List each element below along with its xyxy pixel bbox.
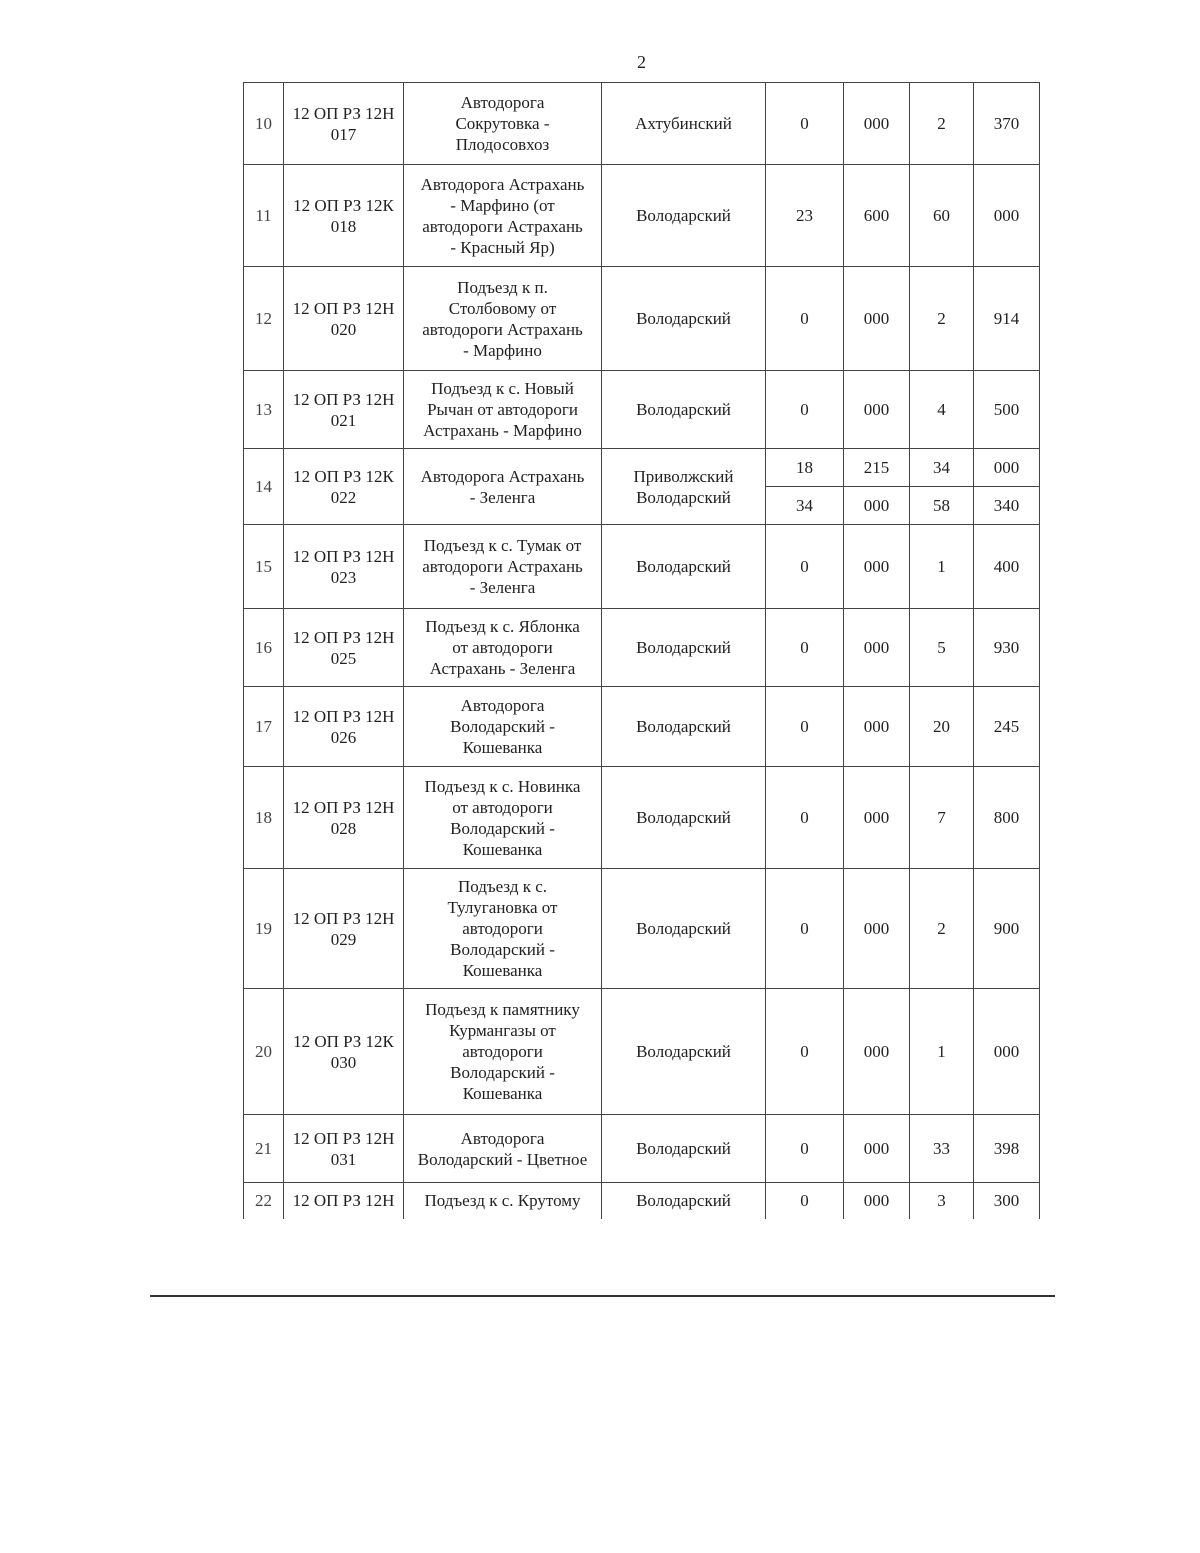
start-m [844, 869, 910, 989]
row-number-line: 10 [255, 114, 272, 133]
road-name-line: Володарский - Цветное [417, 1149, 588, 1169]
road-code [284, 869, 404, 989]
end-m-line: 800 [993, 808, 1020, 827]
road-code-line: 12 ОП РЗ 12Н [292, 103, 395, 123]
district [602, 1183, 766, 1219]
end-m-line: 370 [993, 114, 1020, 133]
road-code [284, 371, 404, 449]
start-km [766, 869, 844, 989]
end-m-line: 245 [993, 717, 1020, 736]
start-km [766, 767, 844, 869]
row-number [244, 989, 284, 1115]
row-number [244, 371, 284, 449]
road-name [404, 165, 602, 267]
district [602, 449, 766, 525]
end-m-line: 930 [993, 638, 1020, 657]
road-name-line: Рычан от автодороги [427, 400, 578, 419]
district [602, 525, 766, 609]
road-name-line: Кошеванка [462, 1084, 543, 1103]
end-m [974, 83, 1040, 165]
road-code-line: 018 [330, 216, 357, 236]
road-code [284, 525, 404, 609]
district [602, 267, 766, 371]
road-name [404, 989, 602, 1115]
road-name-line: автодороги Астрахань [422, 319, 583, 339]
end-km-line: 2 [937, 919, 946, 938]
start-km-line: 0 [800, 717, 809, 736]
row-number-line: 15 [255, 557, 272, 576]
row-number-line: 12 [255, 309, 272, 328]
row-number-line: 13 [255, 400, 272, 419]
road-name-line: автодороги [462, 919, 543, 938]
road-code-line: 12 ОП РЗ 12К [293, 1031, 394, 1051]
end-km-line: 2 [937, 114, 946, 133]
road-name-line: от автодороги [452, 797, 553, 817]
road-name-line: Подъезд к с. Крутому [424, 1191, 581, 1211]
start-m-line: 000 [863, 114, 890, 133]
end-m [974, 267, 1040, 371]
road-code [284, 165, 404, 267]
road-name-line: от автодороги [452, 638, 553, 657]
start-m [844, 1183, 910, 1219]
table-row [244, 371, 1040, 449]
end-km [910, 449, 974, 487]
start-km-line: 0 [800, 919, 809, 938]
start-m [844, 165, 910, 267]
district-line: Володарский [636, 557, 731, 576]
table-row [244, 525, 1040, 609]
road-code-line: 029 [330, 929, 357, 949]
end-km-line: 7 [937, 808, 946, 827]
end-m [974, 525, 1040, 609]
district-line: Володарский [636, 717, 731, 736]
road-name-line: Подъезд к памятнику [425, 1000, 580, 1019]
table-row [244, 1183, 1040, 1219]
road-name-line: Столбовому от [448, 298, 557, 318]
road-code [284, 267, 404, 371]
end-km-line: 2 [937, 309, 946, 328]
road-code-line: 021 [330, 410, 357, 430]
row-number-line: 17 [255, 717, 272, 736]
road-name [404, 1115, 602, 1183]
district-line: Володарский [636, 1191, 731, 1211]
road-name-line: Подъезд к с. Новый [431, 379, 574, 398]
end-km-line: 34 [933, 458, 950, 477]
end-km-line: 20 [933, 717, 950, 736]
table-row [244, 83, 1040, 165]
district-line: Приволжский [633, 466, 734, 486]
road-name [404, 687, 602, 767]
start-m [844, 449, 910, 487]
start-m-line: 000 [863, 1139, 890, 1158]
road-name-line: - Марфино (от [450, 195, 555, 215]
start-km-line: 0 [800, 400, 809, 419]
road-name-line: - Зеленга [469, 487, 536, 507]
bottom-rule [150, 1295, 1055, 1297]
row-number [244, 267, 284, 371]
road-code-line: 026 [330, 727, 357, 747]
end-m-line: 400 [993, 557, 1020, 576]
table-row [244, 989, 1040, 1115]
road-name-line: автодороги [462, 1042, 543, 1061]
end-m [974, 609, 1040, 687]
road-code [284, 767, 404, 869]
end-m [974, 371, 1040, 449]
road-code-line: 020 [330, 319, 357, 339]
district [602, 83, 766, 165]
start-km [766, 449, 844, 487]
row-number [244, 767, 284, 869]
start-km-line: 18 [796, 458, 813, 477]
road-code-line: 12 ОП РЗ 12К [293, 466, 394, 486]
road-code-line: 031 [330, 1149, 357, 1169]
road-code-line: 017 [330, 124, 357, 144]
end-km [910, 165, 974, 267]
start-m [844, 687, 910, 767]
start-km [766, 1115, 844, 1183]
row-number-line: 16 [255, 638, 272, 657]
end-km [910, 869, 974, 989]
district-line: Володарский [636, 206, 731, 225]
end-km-line: 5 [937, 638, 946, 657]
road-code [284, 609, 404, 687]
start-m-line: 000 [863, 1042, 890, 1061]
start-m-line: 000 [863, 557, 890, 576]
start-m-line: 000 [863, 638, 890, 657]
district-line: Ахтубинский [635, 114, 732, 133]
roads-table-body [244, 83, 1040, 1219]
start-km [766, 609, 844, 687]
district-line: Володарский [636, 808, 731, 827]
row-number-line: 11 [255, 206, 272, 225]
end-m [974, 165, 1040, 267]
road-name [404, 869, 602, 989]
road-name-line: Кошеванка [462, 738, 543, 757]
road-code-line: 12 ОП РЗ 12Н [292, 1191, 395, 1211]
district-line: Володарский [636, 1042, 731, 1061]
road-name-line: Тулугановка от [447, 898, 558, 917]
start-m-line: 000 [863, 1191, 890, 1211]
end-m [974, 449, 1040, 487]
road-name-line: Курмангазы от [449, 1021, 556, 1040]
start-km-line: 0 [800, 309, 809, 328]
table-row [244, 1115, 1040, 1183]
end-km-line: 1 [937, 1042, 946, 1061]
end-km [910, 1183, 974, 1219]
end-km-line: 4 [937, 400, 946, 419]
row-number [244, 449, 284, 525]
road-name-line: Астрахань - Зеленга [429, 659, 576, 678]
start-m-line: 215 [863, 458, 890, 477]
table-row [244, 449, 1040, 487]
start-m-line: 000 [863, 919, 890, 938]
road-code-line: 12 ОП РЗ 12Н [292, 706, 395, 726]
road-name-line: автодороги Астрахань [422, 557, 583, 576]
table-row [244, 869, 1040, 989]
start-km-line: 0 [800, 638, 809, 657]
road-code-line: 023 [330, 567, 357, 587]
road-code-line: 12 ОП РЗ 12Н [292, 1128, 395, 1148]
road-code-line: 12 ОП РЗ 12К [293, 195, 394, 215]
end-m-line: 300 [993, 1191, 1020, 1211]
start-m-line: 000 [863, 309, 890, 328]
start-km-line: 34 [796, 496, 813, 515]
road-name-line: Кошеванка [462, 839, 543, 859]
table-row [244, 687, 1040, 767]
start-m-line: 600 [863, 206, 890, 225]
road-name [404, 371, 602, 449]
road-code-line: 12 ОП РЗ 12Н [292, 389, 395, 409]
end-m-line: 000 [993, 206, 1020, 225]
district [602, 767, 766, 869]
road-code-line: 12 ОП РЗ 12Н [292, 797, 395, 817]
road-name-line: Подъезд к с. Тумак от [423, 536, 582, 555]
road-code-line: 12 ОП РЗ 12Н [292, 627, 395, 647]
road-code [284, 687, 404, 767]
district-line: Володарский [636, 919, 731, 938]
road-name-line: Подъезд к с. Яблонка [425, 617, 580, 636]
road-code [284, 449, 404, 525]
start-km [766, 525, 844, 609]
road-code-line: 12 ОП РЗ 12Н [292, 908, 395, 928]
end-km [910, 989, 974, 1115]
road-name-line: Володарский - [450, 1063, 555, 1082]
start-m [844, 371, 910, 449]
start-m [844, 83, 910, 165]
district [602, 609, 766, 687]
road-code-line: 025 [330, 648, 357, 668]
start-m-line: 000 [863, 717, 890, 736]
start-km-line: 0 [800, 1139, 809, 1158]
road-name-line: Сокрутовка - [455, 114, 550, 133]
end-m-line: 900 [993, 919, 1020, 938]
road-code-line: 030 [330, 1052, 357, 1072]
start-km-line: 0 [800, 1042, 809, 1061]
start-km [766, 487, 844, 525]
district [602, 1115, 766, 1183]
row-number-line: 21 [255, 1139, 272, 1158]
road-name-line: Подъезд к п. [457, 277, 548, 297]
start-km-line: 0 [800, 808, 809, 827]
table-row [244, 609, 1040, 687]
end-m [974, 687, 1040, 767]
road-name-line: Автодорога Астрахань [420, 174, 585, 194]
end-m-line: 000 [993, 1042, 1020, 1061]
end-m [974, 989, 1040, 1115]
road-name-line: - Марфино [463, 340, 542, 360]
end-km [910, 487, 974, 525]
table-row [244, 267, 1040, 371]
row-number [244, 687, 284, 767]
road-name [404, 83, 602, 165]
road-code-line: 028 [330, 818, 357, 838]
end-km-line: 3 [937, 1191, 946, 1211]
row-number [244, 165, 284, 267]
end-km [910, 267, 974, 371]
road-name [404, 767, 602, 869]
row-number-line: 19 [255, 919, 272, 938]
road-code-line: 12 ОП РЗ 12Н [292, 298, 395, 318]
end-km [910, 687, 974, 767]
end-m [974, 869, 1040, 989]
district-line: Володарский [636, 309, 731, 328]
start-km-line: 0 [800, 557, 809, 576]
road-name-line: Автодорога [460, 93, 545, 112]
start-km [766, 83, 844, 165]
road-name-line: Володарский - [450, 940, 555, 959]
end-km [910, 83, 974, 165]
road-name [404, 267, 602, 371]
start-m [844, 487, 910, 525]
row-number [244, 525, 284, 609]
district-line: Володарский [636, 1139, 731, 1158]
start-km [766, 267, 844, 371]
end-km [910, 371, 974, 449]
road-name-line: - Зеленга [469, 578, 536, 597]
row-number [244, 1115, 284, 1183]
road-name-line: Астрахань - Марфино [423, 421, 582, 440]
end-km [910, 609, 974, 687]
start-m [844, 767, 910, 869]
end-km-line: 60 [933, 206, 950, 225]
road-code [284, 1115, 404, 1183]
road-name-line: Автодорога [460, 1128, 545, 1148]
end-km [910, 1115, 974, 1183]
district-line: Володарский [636, 638, 731, 657]
end-km-line: 58 [933, 496, 950, 515]
district-line: Володарский [636, 487, 731, 507]
start-km [766, 989, 844, 1115]
road-name-line: - Красный Яр) [450, 237, 555, 257]
start-km-line: 0 [800, 114, 809, 133]
road-name-line: Автодорога [460, 696, 545, 715]
district [602, 371, 766, 449]
road-name-line: Володарский - [450, 818, 555, 838]
end-m [974, 1115, 1040, 1183]
start-m [844, 525, 910, 609]
end-km [910, 525, 974, 609]
road-name-line: Автодорога Астрахань [420, 466, 585, 486]
start-m-line: 000 [863, 496, 890, 515]
start-m [844, 1115, 910, 1183]
start-km [766, 1183, 844, 1219]
start-m [844, 267, 910, 371]
start-km-line: 23 [796, 206, 813, 225]
start-km-line: 0 [800, 1191, 809, 1211]
road-code [284, 83, 404, 165]
end-km [910, 767, 974, 869]
road-name-line: автодороги Астрахань [422, 216, 583, 236]
row-number [244, 869, 284, 989]
row-number [244, 1183, 284, 1219]
road-name [404, 1183, 602, 1219]
row-number-line: 14 [255, 477, 272, 496]
start-m [844, 609, 910, 687]
row-number [244, 83, 284, 165]
end-m-line: 398 [993, 1139, 1020, 1158]
end-m-line: 914 [993, 309, 1020, 328]
road-code [284, 1183, 404, 1219]
end-m-line: 340 [993, 496, 1020, 515]
row-number-line: 20 [255, 1042, 272, 1061]
road-name [404, 525, 602, 609]
district [602, 989, 766, 1115]
district [602, 165, 766, 267]
end-km-line: 1 [937, 557, 946, 576]
road-code-line: 12 ОП РЗ 12Н [292, 546, 395, 566]
start-km [766, 371, 844, 449]
row-number-line: 22 [255, 1191, 272, 1211]
start-m [844, 989, 910, 1115]
roads-table [243, 82, 1040, 1219]
road-name-line: Плодосовхоз [455, 135, 550, 154]
road-name-line: Подъезд к с. Новинка [424, 776, 581, 796]
road-name-line: Подъезд к с. [457, 877, 548, 896]
district-line: Володарский [636, 400, 731, 419]
district [602, 869, 766, 989]
end-m-line: 500 [993, 400, 1020, 419]
start-km [766, 687, 844, 767]
road-name [404, 609, 602, 687]
end-m [974, 487, 1040, 525]
district [602, 687, 766, 767]
end-m [974, 767, 1040, 869]
table-row [244, 767, 1040, 869]
row-number-line: 18 [255, 808, 272, 827]
road-name-line: Кошеванка [462, 961, 543, 980]
row-number [244, 609, 284, 687]
start-km [766, 165, 844, 267]
start-m-line: 000 [863, 808, 890, 827]
page-number: 2 [637, 52, 646, 72]
road-name-line: Володарский - [450, 717, 555, 736]
table-row [244, 165, 1040, 267]
road-code [284, 989, 404, 1115]
start-m-line: 000 [863, 400, 890, 419]
end-m [974, 1183, 1040, 1219]
road-code-line: 022 [330, 487, 357, 507]
road-name [404, 449, 602, 525]
end-km-line: 33 [933, 1139, 950, 1158]
end-m-line: 000 [993, 458, 1020, 477]
